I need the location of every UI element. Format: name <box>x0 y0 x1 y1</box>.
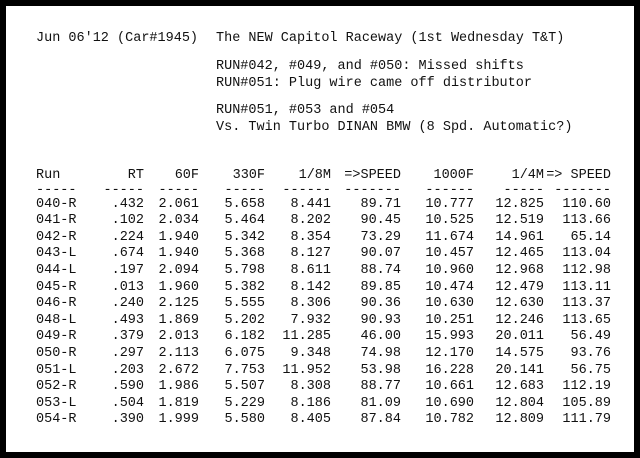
run-id-cell: 050-R <box>36 345 77 361</box>
table-cell: 11.674 <box>425 229 474 245</box>
table-cell: 12.630 <box>495 296 544 312</box>
table-cell: 8.611 <box>290 262 331 278</box>
table-cell: 10.960 <box>425 262 474 278</box>
table-cell: 113.65 <box>562 312 611 328</box>
table-cell: 105.89 <box>562 395 611 411</box>
table-cell: 1.940 <box>158 229 199 245</box>
table-row <box>36 296 611 313</box>
table-cell: 12.825 <box>495 196 544 212</box>
table-row <box>36 329 611 346</box>
table-cell: .379 <box>111 329 144 345</box>
notes <box>216 58 626 136</box>
table-cell: 1.869 <box>158 312 199 328</box>
table-cell: .224 <box>111 229 144 245</box>
table-cell: 111.79 <box>562 412 611 428</box>
table-cell: 12.804 <box>495 395 544 411</box>
note-line: RUN#051, #053 and #054 <box>216 103 395 118</box>
note-line: Vs. Twin Turbo DINAN BMW (8 Spd. Automatic?) <box>216 120 573 135</box>
table-cell: 113.04 <box>562 246 611 262</box>
run-id-cell: 041-R <box>36 213 77 229</box>
run-id-cell: 044-L <box>36 262 77 278</box>
table-cell: 8.441 <box>290 196 331 212</box>
table-row <box>36 313 611 330</box>
separator-dashes: ----- <box>103 182 144 198</box>
table-cell: 10.251 <box>425 312 474 328</box>
table-cell: 73.29 <box>360 229 401 245</box>
table-cell: 20.011 <box>495 329 544 345</box>
results-table <box>36 168 611 429</box>
run-id-cell: 053-L <box>36 395 77 411</box>
table-cell: 14.961 <box>495 229 544 245</box>
run-id-cell: 051-L <box>36 362 77 378</box>
run-id-cell: 052-R <box>36 379 77 395</box>
table-cell: 5.798 <box>224 262 265 278</box>
table-cell: 16.228 <box>425 362 474 378</box>
table-cell: 5.464 <box>224 213 265 229</box>
run-id-cell: 048-L <box>36 312 77 328</box>
table-cell: 10.525 <box>425 213 474 229</box>
table-cell: 2.125 <box>158 296 199 312</box>
table-cell: 5.658 <box>224 196 265 212</box>
table-cell: 90.93 <box>360 312 401 328</box>
table-cell: .432 <box>111 196 144 212</box>
table-cell: 10.457 <box>425 246 474 262</box>
table-cell: 12.479 <box>495 279 544 295</box>
table-cell: .390 <box>111 412 144 428</box>
table-row <box>36 263 611 280</box>
column-header: 1/4M <box>511 168 544 183</box>
table-cell: .013 <box>111 279 144 295</box>
table-cell: 10.630 <box>425 296 474 312</box>
table-cell: 8.306 <box>290 296 331 312</box>
table-cell: 10.661 <box>425 379 474 395</box>
table-cell: 12.683 <box>495 379 544 395</box>
table-cell: 5.382 <box>224 279 265 295</box>
run-id-cell: 054-R <box>36 412 77 428</box>
table-cell: 20.141 <box>495 362 544 378</box>
table-cell: 5.368 <box>224 246 265 262</box>
table-separator-row <box>36 185 611 197</box>
table-cell: 112.98 <box>562 262 611 278</box>
table-cell: 12.170 <box>425 345 474 361</box>
table-row <box>36 230 611 247</box>
separator-dashes: ----- <box>224 182 265 198</box>
table-cell: 1.999 <box>158 412 199 428</box>
table-cell: 15.993 <box>425 329 474 345</box>
header-title: The NEW Capitol Raceway (1st Wednesday T&T) <box>216 31 565 46</box>
table-cell: 53.98 <box>360 362 401 378</box>
table-cell: 2.061 <box>158 196 199 212</box>
table-cell: 2.113 <box>158 345 199 361</box>
table-cell: 90.45 <box>360 213 401 229</box>
document-header-area <box>36 30 626 136</box>
table-row <box>36 280 611 297</box>
table-cell: 81.09 <box>360 395 401 411</box>
table-cell: 8.405 <box>290 412 331 428</box>
table-cell: 6.075 <box>224 345 265 361</box>
table-row <box>36 379 611 396</box>
table-cell: 112.19 <box>562 379 611 395</box>
table-cell: 113.66 <box>562 213 611 229</box>
table-cell: 74.98 <box>360 345 401 361</box>
note-block <box>216 102 626 136</box>
table-cell: .504 <box>111 395 144 411</box>
table-cell: .197 <box>111 262 144 278</box>
note-line: RUN#042, #049, and #050: Missed shifts <box>216 59 524 74</box>
table-cell: 65.14 <box>570 229 611 245</box>
column-header: 330F <box>232 168 265 183</box>
separator-dashes: ------ <box>425 182 474 198</box>
table-row <box>36 346 611 363</box>
table-cell: 10.690 <box>425 395 474 411</box>
table-cell: .203 <box>111 362 144 378</box>
column-header: 1/8M <box>298 168 331 183</box>
separator-dashes: ------- <box>554 182 611 198</box>
table-cell: .102 <box>111 213 144 229</box>
table-cell: 8.186 <box>290 395 331 411</box>
note-block <box>216 58 626 92</box>
table-row <box>36 197 611 214</box>
table-cell: 1.960 <box>158 279 199 295</box>
table-cell: 12.809 <box>495 412 544 428</box>
table-cell: 9.348 <box>290 345 331 361</box>
run-id-cell: 046-R <box>36 296 77 312</box>
table-cell: 11.285 <box>282 329 331 345</box>
table-cell: 113.37 <box>562 296 611 312</box>
table-cell: 12.968 <box>495 262 544 278</box>
column-header: Run <box>36 168 61 183</box>
table-cell: 12.246 <box>495 312 544 328</box>
header-line <box>36 30 626 48</box>
column-header: 1000F <box>433 168 474 183</box>
separator-dashes: ----- <box>158 182 199 198</box>
table-cell: 56.75 <box>570 362 611 378</box>
table-cell: 1.986 <box>158 379 199 395</box>
table-cell: 2.672 <box>158 362 199 378</box>
table-cell: 90.07 <box>360 246 401 262</box>
table-cell: 113.11 <box>562 279 611 295</box>
table-cell: 1.819 <box>158 395 199 411</box>
table-cell: 12.465 <box>495 246 544 262</box>
table-cell: 89.71 <box>360 196 401 212</box>
table-cell: 2.013 <box>158 329 199 345</box>
table-cell: 8.142 <box>290 279 331 295</box>
separator-dashes: ----- <box>503 182 544 198</box>
table-cell: 87.84 <box>360 412 401 428</box>
table-row <box>36 213 611 230</box>
column-header: => SPEED <box>546 168 611 183</box>
table-row <box>36 412 611 429</box>
table-cell: 8.127 <box>290 246 331 262</box>
run-id-cell: 043-L <box>36 246 77 262</box>
separator-dashes: ----- <box>36 182 77 198</box>
table-cell: 1.940 <box>158 246 199 262</box>
table-cell: 5.202 <box>224 312 265 328</box>
separator-dashes: ------- <box>344 182 401 198</box>
column-header: =>SPEED <box>344 168 401 183</box>
table-cell: .493 <box>111 312 144 328</box>
table-cell: 14.575 <box>495 345 544 361</box>
table-cell: 10.782 <box>425 412 474 428</box>
run-id-cell: 042-R <box>36 229 77 245</box>
table-cell: .297 <box>111 345 144 361</box>
run-id-cell: 045-R <box>36 279 77 295</box>
separator-dashes: ------ <box>282 182 331 198</box>
table-cell: .240 <box>111 296 144 312</box>
table-cell: 88.77 <box>360 379 401 395</box>
table-row <box>36 396 611 413</box>
table-cell: 10.474 <box>425 279 474 295</box>
table-cell: 5.342 <box>224 229 265 245</box>
table-cell: .590 <box>111 379 144 395</box>
table-cell: 88.74 <box>360 262 401 278</box>
table-cell: 2.034 <box>158 213 199 229</box>
table-cell: 5.555 <box>224 296 265 312</box>
table-cell: 5.229 <box>224 395 265 411</box>
table-cell: 8.308 <box>290 379 331 395</box>
note-line: RUN#051: Plug wire came off distributor <box>216 76 532 91</box>
table-cell: .674 <box>111 246 144 262</box>
table-cell: 7.932 <box>290 312 331 328</box>
table-cell: 6.182 <box>224 329 265 345</box>
table-row <box>36 363 611 380</box>
column-header: RT <box>127 168 144 183</box>
table-cell: 7.753 <box>224 362 265 378</box>
table-cell: 11.952 <box>282 362 331 378</box>
table-cell: 46.00 <box>360 329 401 345</box>
table-cell: 56.49 <box>570 329 611 345</box>
table-cell: 89.85 <box>360 279 401 295</box>
table-cell: 90.36 <box>360 296 401 312</box>
run-id-cell: 040-R <box>36 196 77 212</box>
table-cell: 8.202 <box>290 213 331 229</box>
table-cell: 8.354 <box>290 229 331 245</box>
table-row <box>36 246 611 263</box>
table-cell: 12.519 <box>495 213 544 229</box>
column-header: 60F <box>174 168 199 183</box>
header-date: Jun 06'12 (Car#1945) <box>36 31 199 46</box>
run-id-cell: 049-R <box>36 329 77 345</box>
table-cell: 110.60 <box>562 196 611 212</box>
table-body <box>36 197 611 429</box>
table-cell: 10.777 <box>425 196 474 212</box>
table-cell: 2.094 <box>158 262 199 278</box>
table-cell: 5.507 <box>224 379 265 395</box>
table-cell: 93.76 <box>570 345 611 361</box>
table-cell: 5.580 <box>224 412 265 428</box>
